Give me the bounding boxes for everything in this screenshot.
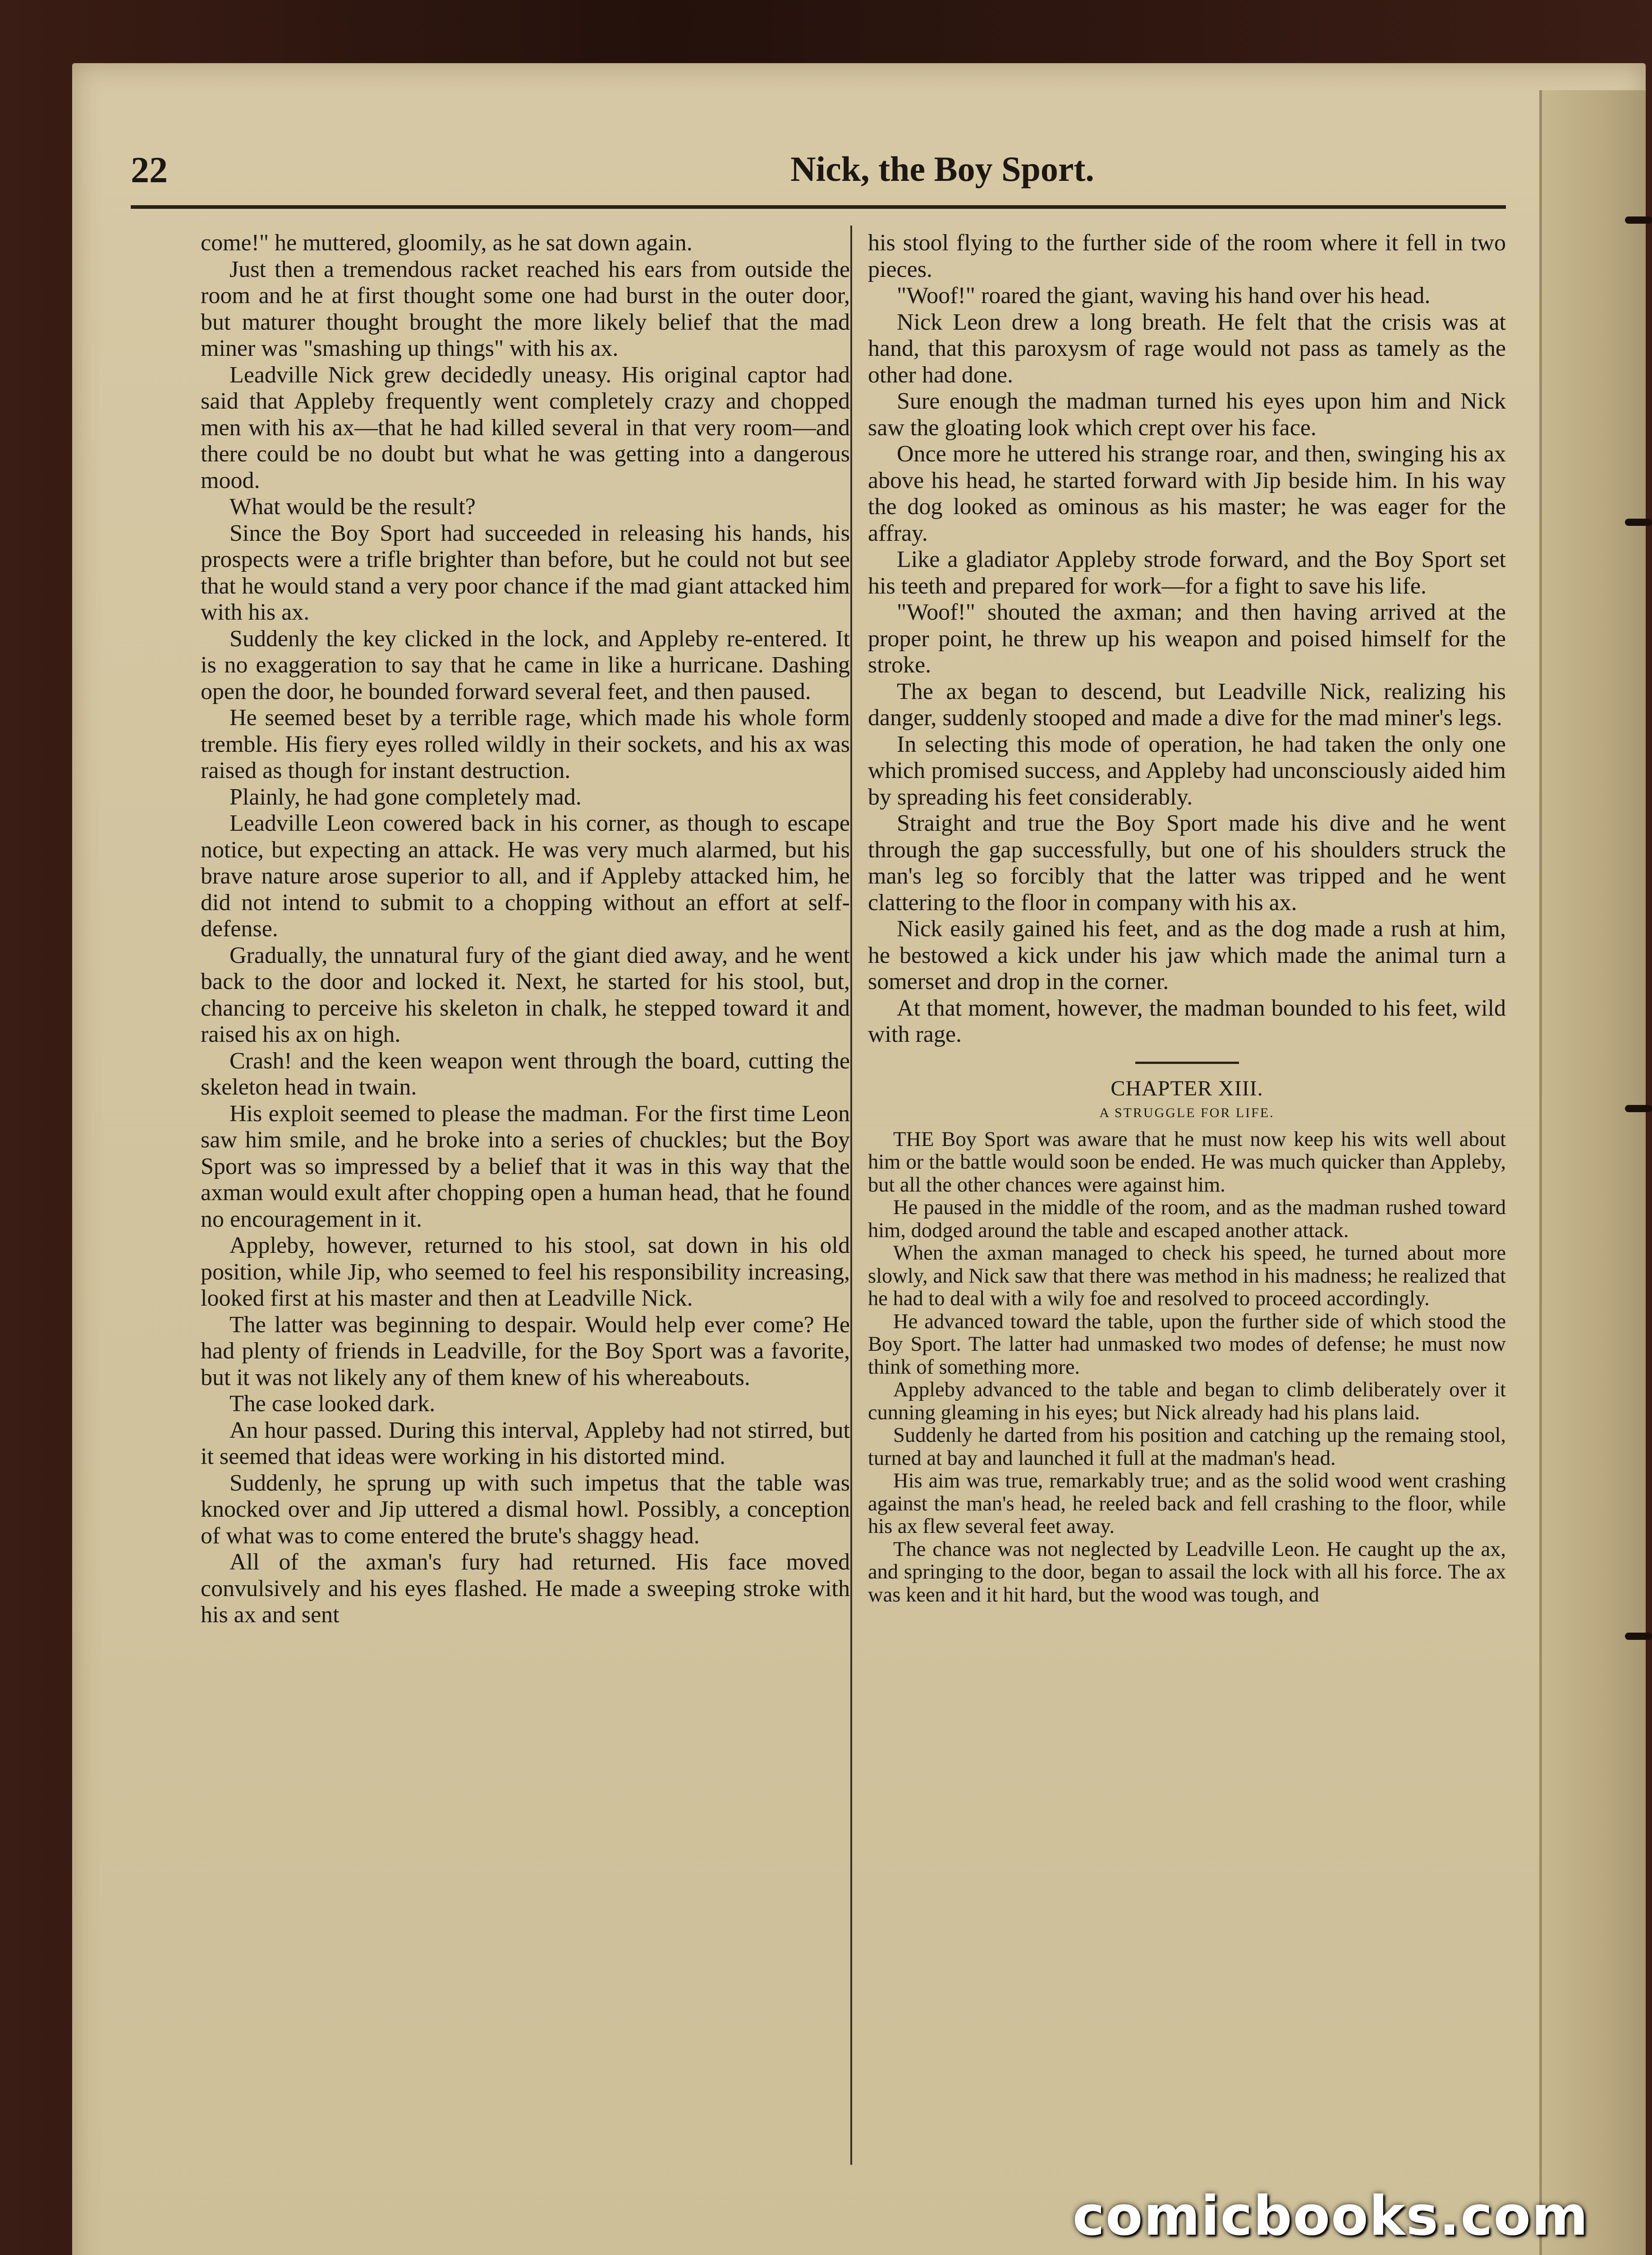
binding-stitch: [1625, 519, 1652, 526]
binding-stitch: [1625, 1633, 1652, 1640]
paragraph: his stool flying to the further side of the room where it fell in two pieces.: [868, 230, 1506, 282]
paragraph: Suddenly he darted from his position and catching up the remaing stool, turned at bay and launched it full at the madman's head.: [868, 1424, 1506, 1470]
paragraph: Gradually, the unnatural fury of the giant died away, and he went back to the door and locked it. Next, he started for his stool, but, chancing to perceive his skeleton in chalk, he stepped toward it and raised his ax on high.: [201, 942, 850, 1047]
paragraph: "Woof!" roared the giant, waving his hand over his head.: [897, 283, 1431, 308]
paragraph: The chance was not neglected by Leadville Leon. He caught up the ax, and springing to the door, began to assail the lock with all his force. The ax was keen and it hit hard, but the wood was tough, and: [868, 1537, 1506, 1606]
chapter-title: CHAPTER XIII.: [1111, 1076, 1263, 1100]
column-rule: [850, 226, 852, 2165]
paragraph: Suddenly the key clicked in the lock, and Appleby re-entered. It is no exaggeration to say that he came in like a hurricane. Dashing open the door, he bounded forward several feet, and then paused.: [201, 626, 850, 704]
paragraph: Once more he uttered his strange roar, and then, swinging his ax above his head, he started forward with Jip beside him. In his way the dog looked as ominous as his master; he was eager for the affray.: [868, 441, 1506, 546]
chapter-subtitle: A STRUGGLE FOR LIFE.: [1099, 1105, 1275, 1120]
left-column: [201, 230, 850, 1629]
paragraph: Like a gladiator Appleby strode forward, and the Boy Sport set his teeth and prepared for work—for a fight to save his life.: [868, 547, 1506, 599]
paragraph: Just then a tremendous racket reached his ears from outside the room and he at first thought some one had burst in the outer door, but maturer thought brought the more likely belief that the mad miner was "smashing up things" with his ax.: [201, 256, 850, 361]
paragraph: Straight and true the Boy Sport made his dive and he went through the gap successfully, but one of his shoulders struck the man's leg so forcibly that the latter was tripped and he went clattering to the floor in company with his ax.: [868, 810, 1506, 916]
page-header: [131, 149, 1506, 203]
chapter-body: [868, 1128, 1506, 1607]
paragraph: What would be the result?: [229, 494, 476, 520]
chapter-rule: [1135, 1062, 1239, 1064]
paragraph: His exploit seemed to please the madman. For the first time Leon saw him smile, and he broke into a series of chuckles; but the Boy Sport was so impressed by a belief that it was in this way that the axman would exult after chopping open a human head, that he found no encouragement in it.: [201, 1100, 850, 1232]
paragraph: The ax began to descend, but Leadville Nick, realizing his danger, suddenly stooped and made a dive for the mad miner's legs.: [868, 678, 1506, 731]
paragraph: "Woof!" shouted the axman; and then having arrived at the proper point, he threw up his weapon and poised himself for the stroke.: [868, 599, 1506, 678]
binding-stitch: [1625, 216, 1652, 224]
page-edge: [1539, 90, 1646, 2255]
paragraph: Since the Boy Sport had succeeded in releasing his hands, his prospects were a trifle brighter than before, but he could not but see that he would stand a very poor chance if the mad giant attacked him with his ax.: [201, 520, 850, 625]
paragraph: In selecting this mode of operation, he had taken the only one which promised success, and Appleby had unconsciously aided him by spreading his feet considerably.: [868, 731, 1506, 810]
paragraph: Leadville Nick grew decidedly uneasy. His original captor had said that Appleby frequently went completely crazy and chopped men with his ax—that he had killed several in that very room—and there could be no doubt but what he was getting into a dangerous mood.: [201, 362, 850, 493]
paragraph: At that moment, however, the madman bounded to his feet, wild with rage.: [868, 995, 1506, 1047]
paragraph: All of the axman's fury had returned. His face moved convulsively and his eyes flashed. He made a sweeping stroke with his ax and sent: [201, 1549, 850, 1628]
paragraph: Appleby, however, returned to his stool, sat down in his old position, while Jip, who seemed to feel his responsibility increasing, looked first at his master and then at Leadville Nick.: [201, 1233, 850, 1311]
paragraph: Appleby advanced to the table and began to climb deliberately over it cunning gleaming in his eyes; but Nick already had his plans laid.: [868, 1378, 1506, 1424]
paragraph: Plainly, he had gone completely mad.: [229, 784, 582, 810]
paragraph: The latter was beginning to despair. Would help ever come? He had plenty of friends in Leadville, for the Boy Sport was a favorite, but it was not likely any of them knew of his whereabouts.: [201, 1312, 850, 1390]
running-title: Nick, the Boy Sport.: [790, 149, 1094, 189]
paragraph: Sure enough the madman turned his eyes upon him and Nick saw the gloating look which crept over his face.: [868, 388, 1506, 441]
paragraph: come!" he muttered, gloomily, as he sat down again.: [201, 230, 693, 256]
paragraph: He advanced toward the table, upon the further side of which stood the Boy Sport. The latter had unmasked two modes of defense; he must now think of something more.: [868, 1310, 1506, 1379]
binding-stitch: [1625, 1105, 1652, 1112]
paragraph: Crash! and the keen weapon went through the board, cutting the skeleton head in twain.: [201, 1048, 850, 1100]
paragraph: He seemed beset by a terrible rage, which made his whole form tremble. His fiery eyes rolled wildly in their sockets, and his ax was raised as though for instant destruction.: [201, 705, 850, 783]
header-rule: [131, 205, 1506, 209]
paragraph: He paused in the middle of the room, and as the madman rushed toward him, dodged around the table and escaped another attack.: [868, 1196, 1506, 1242]
paragraph: Nick easily gained his feet, and as the dog made a rush at him, he bestowed a kick under his jaw which made the animal turn a somerset and drop in the corner.: [868, 916, 1506, 994]
page-number: 22: [131, 149, 168, 190]
paragraph: Suddenly, he sprung up with such impetus that the table was knocked over and Jip uttered a dismal howl. Possibly, a conception of what was to come entered the brute's shaggy head.: [201, 1470, 850, 1549]
paragraph: Nick Leon drew a long breath. He felt that the crisis was at hand, that this paroxysm of rage would not pass as tamely as the other had done.: [868, 309, 1506, 388]
site-watermark: comicbooks.com: [1072, 2185, 1589, 2248]
paragraph: An hour passed. During this interval, Appleby had not stirred, but it seemed that ideas were working in his distorted mind.: [201, 1417, 850, 1469]
paragraph: The case looked dark.: [229, 1391, 436, 1417]
paragraph: His aim was true, remarkably true; and as the solid wood went crashing against the man's head, he reeled back and fell crashing to the floor, while his ax flew several feet away.: [868, 1469, 1506, 1538]
paragraph: When the axman managed to check his speed, he turned about more slowly, and Nick saw that there was method in his madness; he realized that he had to deal with a wily foe and resolved to proceed accordingly.: [868, 1242, 1506, 1310]
paragraph: Leadville Leon cowered back in his corner, as though to escape notice, but expecting an attack. He was very much alarmed, but his brave nature arose superior to all, and if Appleby attacked him, he did not intend to submit to a chopping without an effort at self-defense.: [201, 810, 850, 942]
right-column: [868, 230, 1506, 1606]
paragraph: THE Boy Sport was aware that he must now keep his wits well about him or the battle would soon be ended. He was much quicker than Appleby, but all the other chances were against him.: [868, 1128, 1506, 1197]
